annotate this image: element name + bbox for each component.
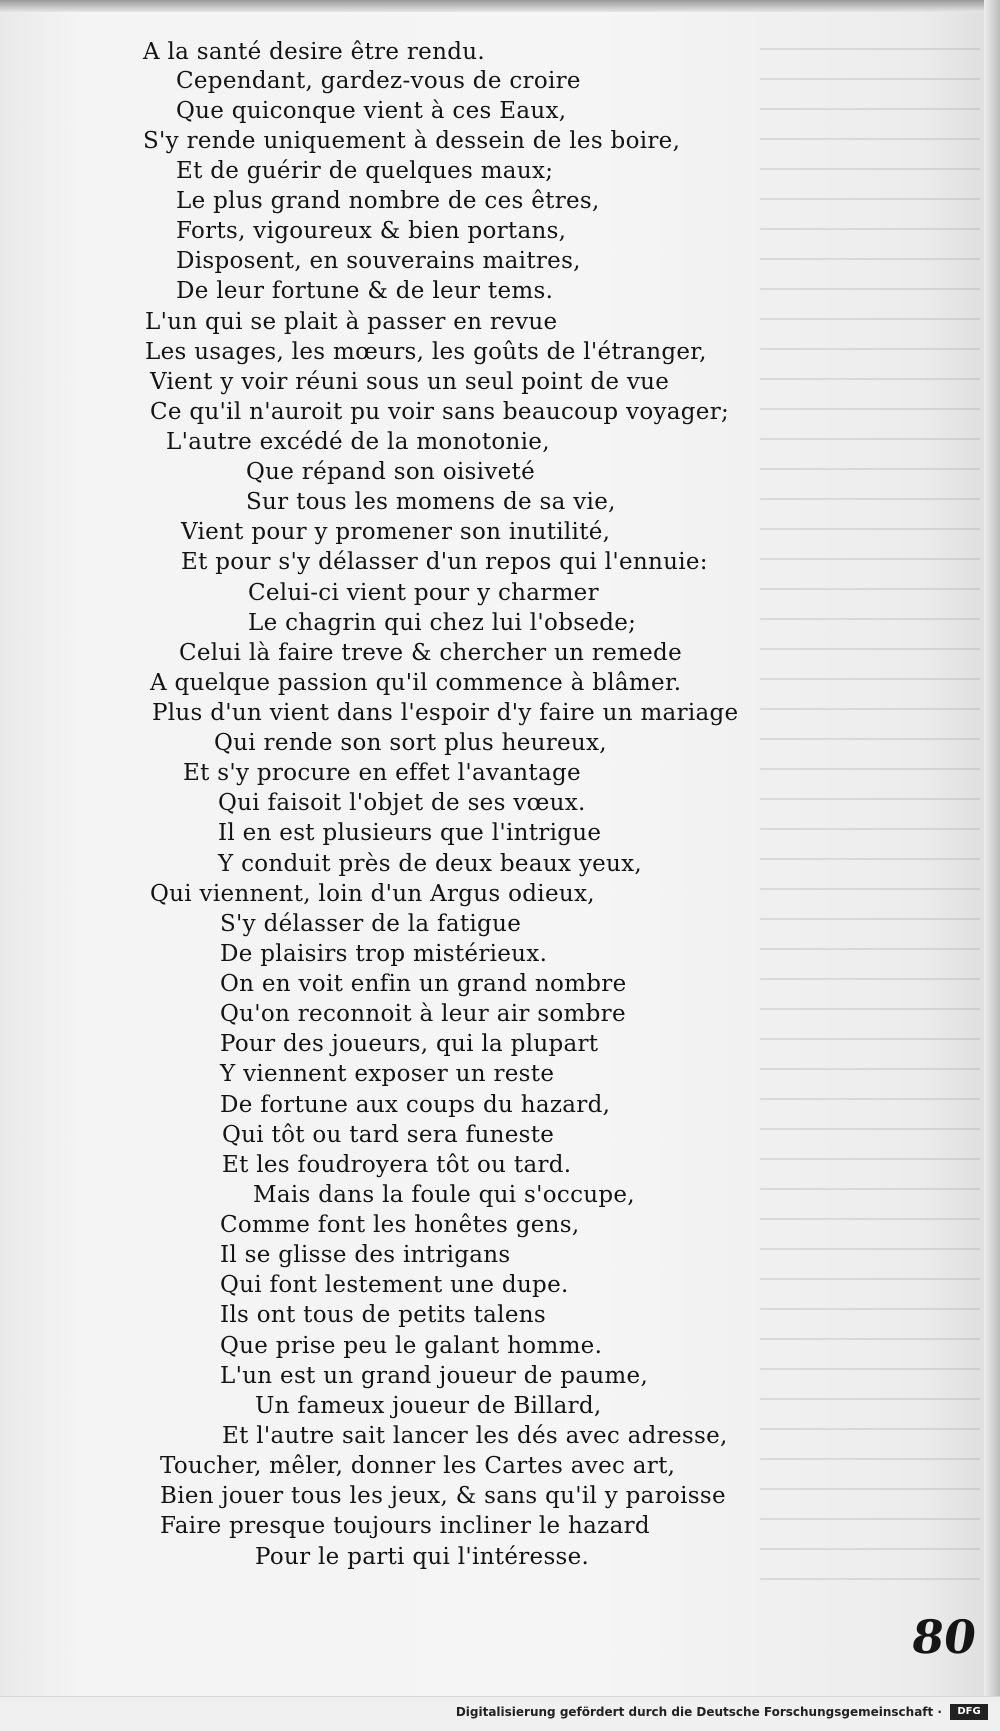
poem-line: Celui-ci vient pour y charmer	[248, 580, 599, 606]
poem-line: L'un est un grand joueur de paume,	[220, 1363, 649, 1389]
poem-line: De plaisirs trop mistérieux.	[220, 941, 548, 967]
poem-line: Y conduit près de deux beaux yeux,	[218, 851, 643, 877]
poem-line: Que quiconque vient à ces Eaux,	[176, 98, 567, 124]
poem-line: L'un qui se plait à passer en revue	[145, 309, 558, 335]
poem-line: Et pour s'y délasser d'un repos qui l'ennuie:	[181, 549, 708, 575]
poem-line: Cependant, gardez-vous de croire	[176, 68, 581, 94]
poem-line: Qui font lestement une dupe.	[220, 1272, 569, 1298]
poem-line: Comme font les honêtes gens,	[220, 1212, 580, 1238]
poem-line: A la santé desire être rendu.	[143, 39, 485, 65]
poem-line: Les usages, les mœurs, les goûts de l'étranger,	[145, 339, 707, 365]
poem-line: Et l'autre sait lancer les dés avec adresse,	[222, 1423, 728, 1449]
poem-line: Ils ont tous de petits talens	[220, 1302, 546, 1328]
poem-line: Le plus grand nombre de ces êtres,	[176, 188, 600, 214]
poem-line: Celui là faire treve & chercher un remede	[179, 640, 682, 666]
poem-line: Il en est plusieurs que l'intrigue	[218, 820, 602, 846]
poem-line: Plus d'un vient dans l'espoir d'y faire un mariage	[152, 700, 739, 726]
poem-line: Que prise peu le galant homme.	[220, 1333, 603, 1359]
poem-line: Qui rende son sort plus heureux,	[214, 730, 607, 756]
poem-line: Et s'y procure en effet l'avantage	[183, 760, 581, 786]
poem-line: Vient pour y promener son inutilité,	[181, 519, 611, 545]
poem-line: Forts, vigoureux & bien portans,	[176, 218, 567, 244]
poem-line: Et les foudroyera tôt ou tard.	[222, 1152, 572, 1178]
poem-line: L'autre excédé de la monotonie,	[166, 429, 550, 455]
poem-line: Qui faisoit l'objet de ses vœux.	[218, 790, 586, 816]
poem-line: Y viennent exposer un reste	[220, 1061, 555, 1087]
poem-line: Qui viennent, loin d'un Argus odieux,	[150, 881, 595, 907]
poem-line: On en voit enfin un grand nombre	[220, 971, 627, 997]
poem-line: Disposent, en souverains maitres,	[176, 248, 581, 274]
poem-line: Un fameux joueur de Billard,	[255, 1393, 602, 1419]
poem-line: A quelque passion qu'il commence à blâmer.	[150, 670, 682, 696]
poem-line: Le chagrin qui chez lui l'obsede;	[248, 610, 637, 636]
poem-line: Pour le parti qui l'intéresse.	[255, 1544, 590, 1570]
page-number: 80	[908, 1610, 980, 1664]
poem-line: Vient y voir réuni sous un seul point de vue	[150, 369, 670, 395]
dfg-logo: DFG	[950, 1704, 988, 1720]
poem-line: Sur tous les momens de sa vie,	[246, 489, 616, 515]
poem-line: Pour des joueurs, qui la plupart	[220, 1031, 599, 1057]
poem-line: De fortune aux coups du hazard,	[220, 1092, 611, 1118]
digitization-footer	[0, 1696, 1000, 1731]
poem-line: Mais dans la foule qui s'occupe,	[253, 1182, 635, 1208]
poem-line: S'y délasser de la fatigue	[220, 911, 522, 937]
poem-line: Bien jouer tous les jeux, & sans qu'il y paroisse	[160, 1483, 726, 1509]
poem-line: Toucher, mêler, donner les Cartes avec art,	[160, 1453, 676, 1479]
poem-line: Qui tôt ou tard sera funeste	[222, 1122, 555, 1148]
poem-line: Et de guérir de quelques maux;	[176, 158, 554, 184]
poem-line: S'y rende uniquement à dessein de les boire,	[143, 128, 681, 154]
footer-credit-text: Digitalisierung gefördert durch die Deutsche Forschungsgemeinschaft ·	[455, 1705, 942, 1719]
poem-line: Qu'on reconnoit à leur air sombre	[220, 1001, 626, 1027]
poem-line: Il se glisse des intrigans	[220, 1242, 511, 1268]
poem-line: Ce qu'il n'auroit pu voir sans beaucoup voyager;	[150, 399, 730, 425]
poem-line: Faire presque toujours incliner le hazard	[160, 1513, 650, 1539]
poem-line: Que répand son oisiveté	[246, 459, 535, 485]
poem-line: De leur fortune & de leur tems.	[176, 278, 554, 304]
